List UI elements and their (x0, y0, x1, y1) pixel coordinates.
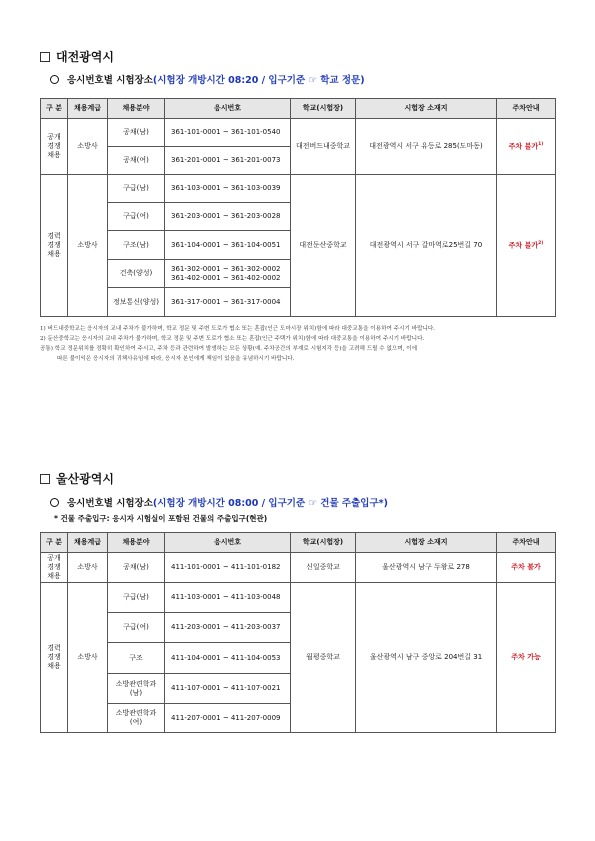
category-cell: 공개 경쟁 채용 (41, 119, 68, 175)
footnote-common-cont: 따른 불이익은 응시자의 귀책사유임에 따라, 응시자 본인에게 책임이 있음을 유념하시기 바랍니다. (57, 356, 295, 362)
subheading-note: (시험장 개방시간 08:20 / 입구기준 ☞ 학교 정문) (152, 75, 365, 86)
section-title-daejeon (40, 48, 114, 65)
exam-number-cell: 361-203-0001 ~ 361-203-0028 (165, 203, 291, 231)
footnote-ref: 1) (538, 141, 544, 147)
address-cell: 대전광역시 서구 갈마역로25번길 70 (356, 175, 497, 317)
parking-cell (497, 119, 556, 175)
field-cell: 소방관련학과(여) (108, 704, 165, 733)
address-cell: 대전광역시 서구 유등로 285(도마동) (356, 119, 497, 175)
checkbox-square-icon (40, 52, 50, 62)
exam-number-cell: 411-101-0001 ~ 411-101-0182 (165, 553, 291, 583)
section-title-text: 울산광역시 (56, 472, 114, 486)
school-cell: 신일중학교 (291, 553, 356, 583)
header-field: 채용분야 (108, 99, 165, 119)
parking-cell: 주차 가능 (497, 583, 556, 733)
header-rank: 채용계급 (68, 99, 108, 119)
category-cell: 경력 경쟁 채용 (41, 175, 68, 317)
header-parking: 주차안내 (497, 533, 556, 553)
school-cell: 월평중학교 (291, 583, 356, 733)
rank-cell: 소방사 (68, 119, 108, 175)
rank-cell: 소방사 (68, 175, 108, 317)
exam-number-cell: 411-107-0001 ~ 411-107-0021 (165, 674, 291, 704)
header-school: 학교(시험장) (291, 99, 356, 119)
header-category: 구 분 (41, 533, 68, 553)
field-cell: 구조 (108, 643, 165, 674)
table-row (41, 553, 556, 583)
subheading-note: (시험장 개방시간 08:00 / 입구기준 ☞ 건물 주출입구*) (152, 498, 388, 509)
header-exam-number: 응시번호 (165, 99, 291, 119)
section-title-text: 대전광역시 (56, 50, 114, 64)
field-cell: 구급(남) (108, 583, 165, 613)
parking-cell: 주차 불가 (497, 553, 556, 583)
field-cell: 구급(남) (108, 175, 165, 203)
parking-text: 주차 불가 (508, 142, 539, 151)
field-cell: 건축(양성) (108, 260, 165, 288)
field-cell: 정보통신(양성) (108, 288, 165, 317)
exam-number-cell: 361-101-0001 ~ 361-101-0540 (165, 119, 291, 147)
checkbox-square-icon (40, 474, 50, 484)
rank-cell: 소방사 (68, 553, 108, 583)
exam-number-cell: 361-317-0001 ~ 361-317-0004 (165, 288, 291, 317)
address-cell: 울산광역시 남구 중앙로 204번길 31 (356, 583, 497, 733)
field-cell: 구급(여) (108, 613, 165, 643)
parking-cell (497, 175, 556, 317)
rank-cell: 소방사 (68, 583, 108, 733)
footnotes-daejeon (40, 324, 560, 364)
circle-bullet-icon (50, 75, 59, 84)
exam-number-cell: 411-203-0001 ~ 411-203-0037 (165, 613, 291, 643)
header-address: 시험장 소재지 (356, 99, 497, 119)
exam-number-cell: 411-103-0001 ~ 411-103-0048 (165, 583, 291, 613)
exam-number-cell: 411-207-0001 ~ 411-207-0009 (165, 704, 291, 733)
header-address: 시험장 소재지 (356, 533, 497, 553)
subheading-label: 응시번호별 시험장소 (67, 498, 153, 509)
venue-subheading-daejeon (50, 72, 365, 86)
exam-number-cell: 411-104-0001 ~ 411-104-0053 (165, 643, 291, 674)
venue-subheading-ulsan (50, 495, 388, 509)
footnote-2: 2) 둔산중학교는 응시자의 교내 주차가 불가하며, 학교 정문 및 주변 도로가 협소 또는 혼잡(인근 주택가 위치)함에 따라 대중교통을 이용하여 주시기 바랍니다. (40, 336, 425, 342)
category-cell: 경력 경쟁 채용 (41, 583, 68, 733)
subheading-label: 응시번호별 시험장소 (67, 75, 153, 86)
table-row (41, 119, 556, 147)
field-cell: 공채(남) (108, 119, 165, 147)
header-school: 학교(시험장) (291, 533, 356, 553)
footnote-ref: 2) (538, 240, 544, 246)
circle-bullet-icon (50, 498, 59, 507)
footnote-common: 공통) 학교 정문위치를 정확히 확인하여 주시고, 주차 등과 관련하여 발생하는 모든 상황(예. 주차공간의 부재로 시험지각 등)을 고려해 드릴 수 없으며, 이에 (40, 346, 418, 352)
field-cell: 구조(남) (108, 231, 165, 260)
header-rank: 채용계급 (68, 533, 108, 553)
header-field: 채용분야 (108, 533, 165, 553)
school-cell: 대전버드내중학교 (291, 119, 356, 175)
field-cell: 소방관련학과(남) (108, 674, 165, 704)
exam-venue-table-daejeon (40, 98, 556, 317)
exam-number-cell: 361-201-0001 ~ 361-201-0073 (165, 147, 291, 175)
header-category: 구 분 (41, 99, 68, 119)
entrance-note: * 건물 주출입구: 응시자 시험실이 포함된 건물의 주출입구(현관) (54, 514, 268, 523)
table-row (41, 583, 556, 613)
footnote-1: 1) 버드내중학교는 응시자의 교내 주차가 불가하며, 학교 정문 및 주변 도로가 협소 또는 혼잡(인근 도마시장 위치)함에 따라 대중교통을 이용하여 주시기 바랍니다. (40, 326, 436, 332)
exam-number-cell: 361-103-0001 ~ 361-103-0039 (165, 175, 291, 203)
field-cell: 구급(여) (108, 203, 165, 231)
section-title-ulsan (40, 470, 114, 487)
exam-venue-table-ulsan (40, 532, 556, 733)
category-cell: 공개 경쟁 채용 (41, 553, 68, 583)
field-cell: 공채(남) (108, 553, 165, 583)
table-row (41, 175, 556, 203)
exam-number-cell: 361-104-0001 ~ 361-104-0051 (165, 231, 291, 260)
header-exam-number: 응시번호 (165, 533, 291, 553)
field-cell: 공채(여) (108, 147, 165, 175)
parking-text: 주차 불가 (508, 241, 539, 250)
school-cell: 대전둔산중학교 (291, 175, 356, 317)
address-cell: 울산광역시 남구 두왕로 278 (356, 553, 497, 583)
exam-number-cell: 361-302-0001 ~ 361-302-0002 361-402-0001 ~ 361-402-0002 (165, 260, 291, 288)
header-parking: 주차안내 (497, 99, 556, 119)
